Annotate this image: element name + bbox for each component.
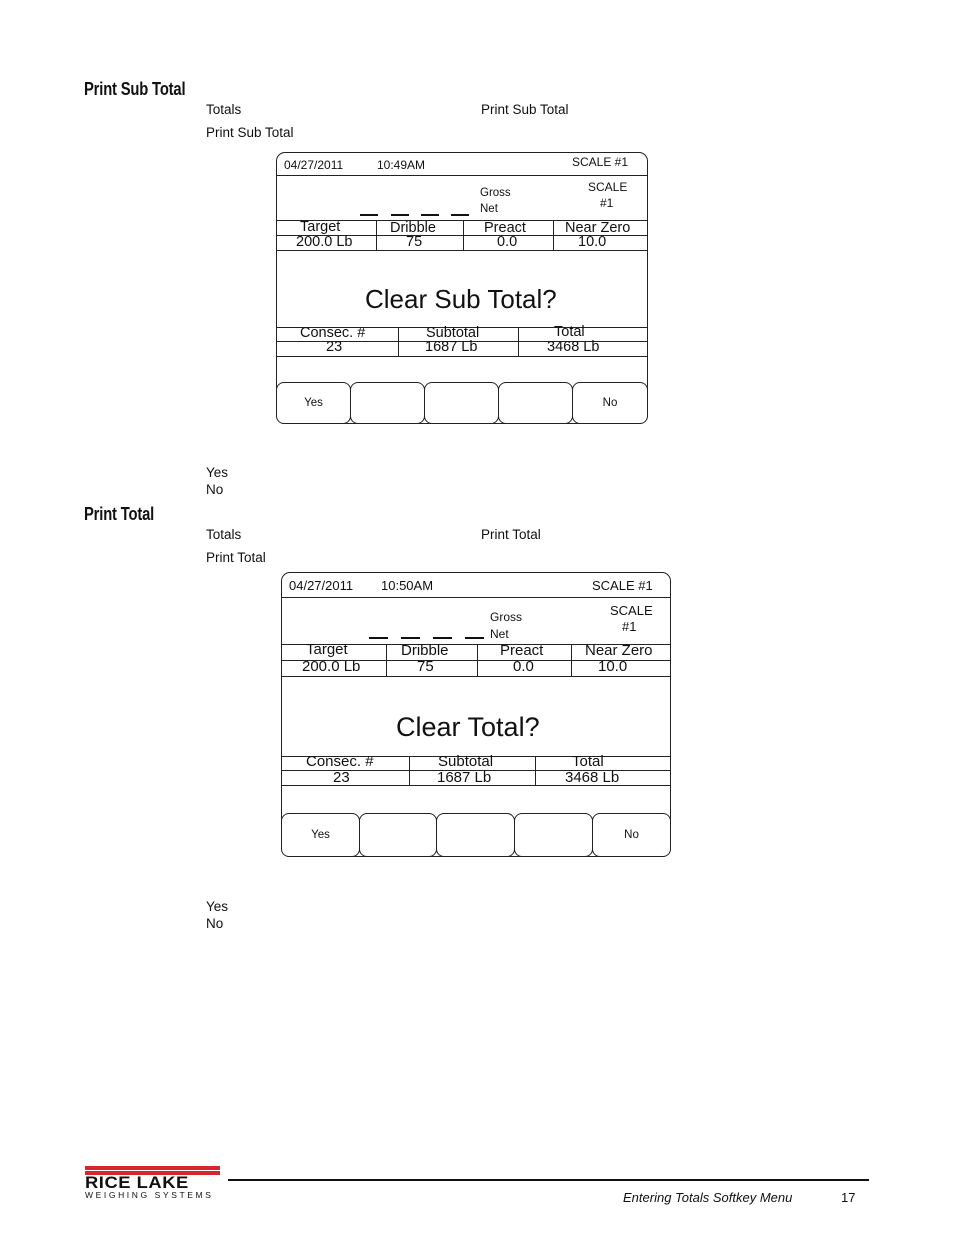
clear-prompt: Clear Total? <box>396 712 540 742</box>
totals-value-total: 3468 Lb <box>547 339 600 355</box>
softkey-yes[interactable]: Yes <box>281 813 360 857</box>
section-heading-print-total: Print Total <box>84 504 155 524</box>
option-yes-label: Yes <box>206 899 229 914</box>
instruction-totals-label: Totals <box>206 527 242 542</box>
param-header-preact: Preact <box>484 220 526 236</box>
totals-header-subtotal: Subtotal <box>426 325 480 341</box>
param-header-dribble: Dribble <box>390 220 436 236</box>
logo-wordmark: RICE LAKE <box>85 1173 189 1192</box>
param-header-dribble: Dribble <box>401 642 449 659</box>
param-value-preact: 0.0 <box>513 658 534 675</box>
rice-lake-logo <box>85 1166 220 1201</box>
footer-rule <box>228 1179 869 1181</box>
totals-header-total: Total <box>554 324 585 340</box>
scale-number: #1 <box>600 196 614 210</box>
screen-date: 04/27/2011 <box>284 158 344 172</box>
footer-section-title: Entering Totals Softkey Menu <box>623 1190 793 1205</box>
instruction-print-sub-total-label: Print Sub Total <box>481 102 569 117</box>
softkey-2[interactable] <box>350 382 425 424</box>
totals-value-subtotal: 1687 Lb <box>437 769 492 786</box>
gross-indicator: Gross <box>480 187 511 199</box>
param-value-dribble: 75 <box>417 658 434 675</box>
screen-time: 10:49AM <box>377 158 426 172</box>
softkey-2[interactable] <box>359 813 437 857</box>
page-number: 17 <box>841 1190 856 1205</box>
totals-value-consec: 23 <box>326 339 343 355</box>
totals-header-consec: Consec. # <box>300 325 366 341</box>
screen-scale-header: SCALE #1 <box>592 578 653 593</box>
instruction-print-total-line2: Print Total <box>206 550 266 565</box>
clear-prompt: Clear Sub Total? <box>365 284 557 314</box>
net-indicator: Net <box>480 203 498 215</box>
instruction-print-total-label: Print Total <box>481 527 541 542</box>
option-yes-label: Yes <box>206 465 229 480</box>
totals-value-total: 3468 Lb <box>565 769 620 786</box>
option-no-label: No <box>206 482 224 497</box>
softkey-3[interactable] <box>424 382 499 424</box>
param-value-preact: 0.0 <box>497 234 518 250</box>
param-value-near-zero: 10.0 <box>578 234 607 250</box>
param-value-target: 200.0 Lb <box>296 234 353 250</box>
softkey-no[interactable]: No <box>592 813 671 857</box>
screen-scale-header: SCALE #1 <box>572 155 629 169</box>
param-value-dribble: 75 <box>406 234 423 250</box>
softkey-yes[interactable]: Yes <box>276 382 351 424</box>
softkey-4[interactable] <box>498 382 573 424</box>
scale-label: SCALE <box>610 603 653 618</box>
param-header-near-zero: Near Zero <box>565 220 631 236</box>
param-header-preact: Preact <box>500 642 544 659</box>
param-header-target: Target <box>300 219 341 235</box>
param-header-target: Target <box>306 641 348 658</box>
param-header-near-zero: Near Zero <box>585 642 653 659</box>
softkey-no[interactable]: No <box>572 382 648 424</box>
scale-number: #1 <box>622 619 637 634</box>
param-value-target: 200.0 Lb <box>302 658 361 675</box>
clear-sub-total-screen <box>276 152 648 424</box>
totals-header-consec: Consec. # <box>306 753 374 770</box>
option-no-label: No <box>206 916 224 931</box>
net-indicator: Net <box>490 627 509 641</box>
softkey-3[interactable] <box>436 813 515 857</box>
param-value-near-zero: 10.0 <box>598 658 628 675</box>
instruction-totals-label: Totals <box>206 102 242 117</box>
gross-indicator: Gross <box>490 610 523 624</box>
scale-label: SCALE <box>588 180 628 194</box>
softkey-4[interactable] <box>514 813 593 857</box>
totals-header-total: Total <box>572 753 604 770</box>
totals-value-subtotal: 1687 Lb <box>425 339 478 355</box>
totals-header-subtotal: Subtotal <box>438 753 494 770</box>
screen-time: 10:50AM <box>381 578 434 593</box>
screen-date: 04/27/2011 <box>289 578 354 593</box>
totals-value-consec: 23 <box>333 769 350 786</box>
section-heading-print-sub-total: Print Sub Total <box>84 79 186 99</box>
clear-total-screen <box>281 572 671 857</box>
logo-tagline: WEIGHING SYSTEMS <box>85 1190 214 1200</box>
instruction-print-sub-total-line2: Print Sub Total <box>206 125 294 140</box>
